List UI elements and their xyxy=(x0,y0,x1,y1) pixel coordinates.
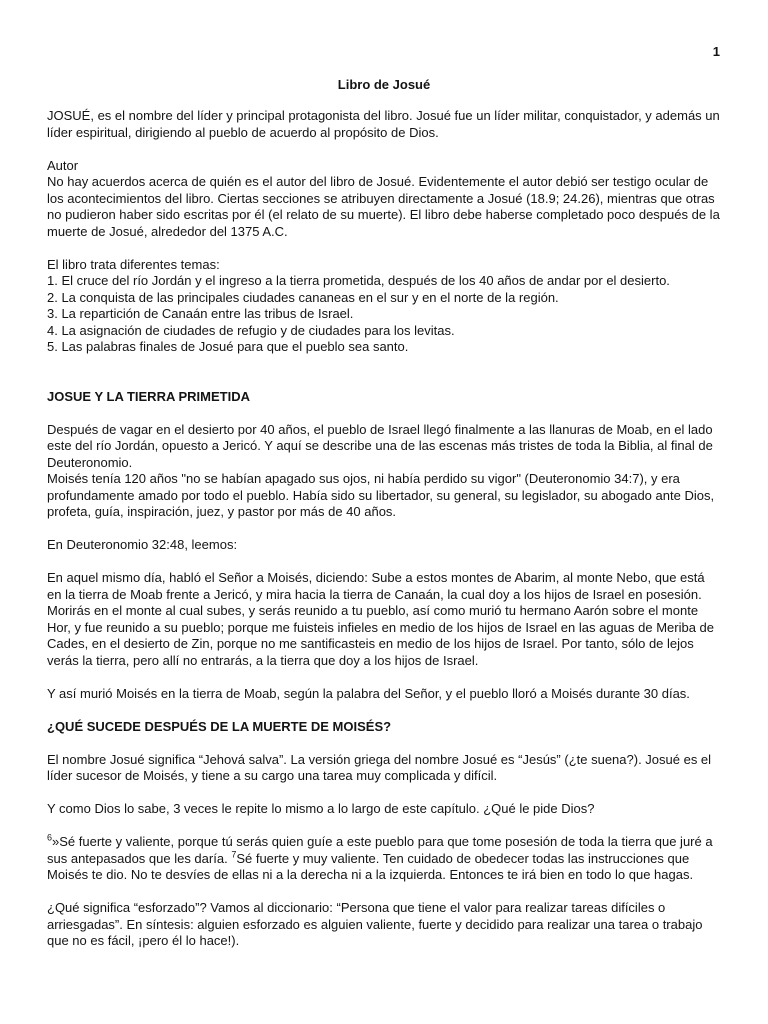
page-number: 1 xyxy=(712,44,720,59)
temas-item: 3. La repartición de Canaán entre las tribus de Israel. xyxy=(47,306,354,321)
temas-heading: El libro trata diferentes temas: xyxy=(47,256,220,272)
verse-text: Sé fuerte y muy valiente. Ten cuidado de obedecer todas las instrucciones que Moisés te dio. No te desvíes de ellas ni a la derecha ni a la izquierda. Entonces te irá bien en todo lo que hagas. xyxy=(47,850,694,882)
autor-section xyxy=(47,158,721,241)
paragraph: ¿Qué significa “esforzado”? Vamos al diccionario: “Persona que tiene el valor para realizar tareas difíciles o arriesgadas”. En síntesis: alguien esforzado es alguien valiente, fuerte y decidido para realizar una tarea o trabajo que no es fácil, ¡pero él lo hace!). xyxy=(47,900,703,948)
paragraph: Y como Dios lo sabe, 3 veces le repite lo mismo a lo largo de este capítulo. ¿Qué le pide Dios? xyxy=(47,801,595,816)
paragraph: Y así murió Moisés en la tierra de Moab, según la palabra del Señor, y el pueblo lloró a Moisés durante 30 días. xyxy=(47,685,690,701)
document-body xyxy=(47,108,721,966)
paragraph: Después de vagar en el desierto por 40 años, el pueblo de Israel llegó finalmente a las llanuras de Moab, en el lado este del río Jordán, opuesto a Jericó. Y aquí se describe una de las escenas más tristes de toda la Biblia, al final de Deuteronomio. xyxy=(47,421,713,470)
temas-item: 1. El cruce del río Jordán y el ingreso a la tierra prometida, después de los 40 años de andar por el desierto. xyxy=(47,273,670,288)
scripture-quote: En aquel mismo día, habló el Señor a Moisés, diciendo: Sube a estos montes de Abarim, al monte Nebo, que está en la tierra de Moab frente a Jericó, y mira hacia la tierra de Canaán, la cual doy a los hijos de Israel en posesión. Morirás en el monte al cual subes, y serás reunido a tu pueblo, así como murió tu hermano Aarón sobre el monte Hor, y fue reunido a su pueblo; porque me fuisteis infieles en medio de los hijos de Israel en las aguas de Meriba de Cades, en el desierto de Zin, porque no me santificasteis en medio de los hijos de Israel. Por tanto, sólo de lejos verás la tierra, pero allí no entrarás, a la tierra que doy a los hijos de Israel. xyxy=(47,570,715,668)
verse-number: 7 xyxy=(231,849,237,860)
autor-text: No hay acuerdos acerca de quién es el autor del libro de Josué. Evidentemente el autor debió ser testigo ocular de los acontecimientos del libro. Ciertas secciones se atribuyen directamente a Josué (18.9; 24.26), mientras que otras no pudieron haber sido escritas por él (el relato de su muerte). El libro debe haberse completado poco después de la muerte de Josué, alrededor del 1375 A.C. xyxy=(47,174,720,239)
autor-heading: Autor xyxy=(47,157,79,173)
document-title: Libro de Josué xyxy=(337,77,431,92)
paragraph: El nombre Josué significa “Jehová salva”. La versión griega del nombre Josué es “Jesús” (¿te suena?). Josué es el líder sucesor de Moisés, y tiene a su cargo una tarea muy complicada y difícil. xyxy=(47,751,712,783)
paragraph: Moisés tenía 120 años "no se habían apagado sus ojos, ni había perdido su vigor" (Deuteronomio 34:7), y era profundamente amado por todo el pueblo. Había sido su libertador, su general, su legislador, su abogado ante Dios, profeta, guía, inspiración, juez, y pastor por más de 40 años. xyxy=(47,471,715,519)
temas-item: 4. La asignación de ciudades de refugio y de ciudades para los levitas. xyxy=(47,322,455,338)
section-heading: ¿QUÉ SUCEDE DESPUÉS DE LA MUERTE DE MOISÉS? xyxy=(47,718,392,734)
paragraph: En Deuteronomio 32:48, leemos: xyxy=(47,537,238,552)
intro-paragraph: JOSUÉ, es el nombre del líder y principal protagonista del libro. Josué fue un líder militar, conquistador, y además un líder espiritual, dirigiendo al pueblo de acuerdo al propósito de Dios. xyxy=(47,108,720,140)
scripture-verses xyxy=(47,834,721,884)
temas-item: 2. La conquista de las principales ciudades cananeas en el sur y en el norte de la región. xyxy=(47,289,559,305)
section-heading: JOSUE Y LA TIERRA PRIMETIDA xyxy=(47,388,250,404)
temas-section xyxy=(47,257,721,356)
temas-item: 5. Las palabras finales de Josué para que el pueblo sea santo. xyxy=(47,339,409,354)
verse-text: »Sé fuerte y valiente, porque tú serás quien guíe a este pueblo para que tome posesión de toda la tierra que juré a sus antepasados que les daría. xyxy=(47,834,713,866)
verse-number: 6 xyxy=(47,832,53,843)
section1-paragraphs xyxy=(47,422,721,521)
